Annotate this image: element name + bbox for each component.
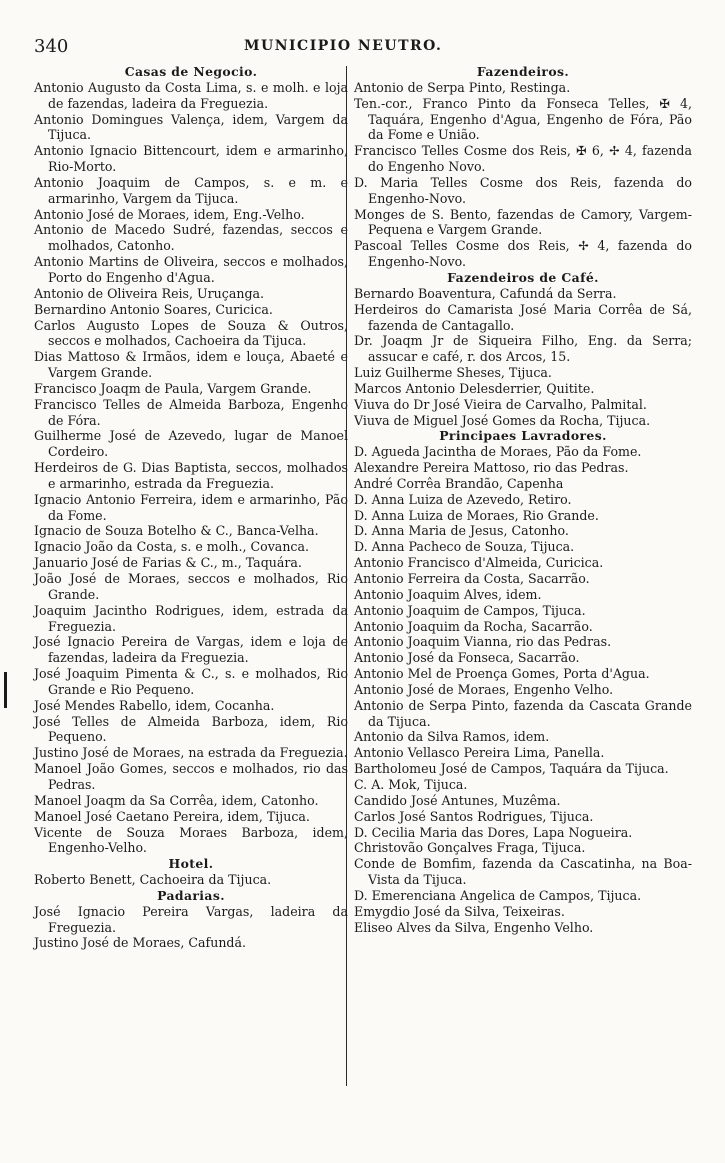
directory-entry: José Mendes Rabello, idem, Cocanha. [34,697,275,713]
directory-entry: D. Anna Pacheco de Souza, Tijuca. [354,539,575,555]
right-column [354,64,692,935]
section-heading: Fazendeiros de Café. [447,269,599,285]
directory-entry: Herdeiros do Camarista José Maria Corrêa de Sá, fazenda de Cantagallo. [354,301,692,333]
directory-entry: Christovão Gonçalves Fraga, Tijuca. [354,840,586,856]
directory-entry: Monges de S. Bento, fazendas de Camory, Vargem-Pequena e Vargem Grande. [354,206,692,238]
page-number: 340 [34,36,69,57]
directory-entry: José Telles de Almeida Barboza, idem, Rio Pequeno. [34,713,348,745]
directory-entry: Antonio Mel de Proença Gomes, Porta d'Agua. [354,666,650,682]
left-column [34,64,348,951]
directory-entry: D. Anna Luiza de Azevedo, Retiro. [354,491,572,507]
section-heading: Fazendeiros. [476,64,570,79]
directory-entry: Antonio de Serpa Pinto, fazenda da Cascata Grande da Tijuca. [354,697,692,729]
directory-entry: D. Anna Maria de Jesus, Catonho. [354,523,569,539]
directory-entry: Justino José de Moraes, na estrada da Freguezia. [34,745,348,761]
directory-entry: João José de Moraes, seccos e molhados, Rio Grande. [34,571,348,602]
directory-entry: D. Maria Telles Cosme dos Reis, fazenda do Engenho-Novo. [354,174,692,206]
directory-entry: Luiz Guilherme Sheses, Tijuca. [354,365,552,381]
directory-entry: Antonio Joaquim de Campos, Tijuca. [354,602,586,618]
margin-mark [4,672,7,708]
directory-entry: Manoel João Gomes, seccos e molhados, rio das Pedras. [34,761,348,792]
directory-entry: Carlos Augusto Lopes de Souza & Outros, seccos e molhados, Cachoeira da Tijuca. [34,317,348,349]
directory-entry: D. Agueda Jacintha de Moraes, Pão da Fome. [354,444,642,460]
directory-entry: Roberto Benett, Cachoeira da Tijuca. [34,872,272,888]
directory-entry: Antonio Domingues Valença, idem, Vargem da Tijuca. [34,111,348,143]
directory-entry: Carlos José Santos Rodrigues, Tijuca. [354,808,594,824]
directory-entry: Antonio da Silva Ramos, idem. [354,729,550,745]
directory-entry: Viuva do Dr José Vieira de Carvalho, Palmital. [354,396,647,412]
directory-entry: Manoel José Caetano Pereira, idem, Tijuca. [34,808,310,824]
section-heading: Padarias. [157,887,225,903]
directory-entry: André Corrêa Brandão, Capenha [354,475,564,491]
directory-entry: Ignacio João da Costa, s. e molh., Covanca. [34,539,309,555]
directory-entry: D. Cecilia Maria das Dores, Lapa Nogueira. [354,824,633,840]
section-heading: Principaes Lavradores. [439,428,607,444]
directory-entry: D. Anna Luiza de Moraes, Rio Grande. [354,507,599,523]
directory-entry: Francisco Telles Cosme dos Reis, ✠ 6, ✢ 4, fazenda do Engenho Novo. [354,143,692,175]
directory-entry: Guilherme José de Azevedo, lugar de Manoel Cordeiro. [34,428,348,460]
page-header [34,36,684,58]
directory-entry: Pascoal Telles Cosme dos Reis, ✢ 4, fazenda do Engenho-Novo. [354,238,692,270]
directory-entry: Antonio José de Moraes, idem, Eng.-Velho. [34,206,305,222]
directory-entry: Antonio Martins de Oliveira, seccos e molhados, Porto do Engenho d'Agua. [34,254,348,285]
directory-entry: Ignacio Antonio Ferreira, idem e armarinho, Pão da Fome. [34,491,348,523]
directory-entry: Dr. Joaqm Jr de Siqueira Filho, Eng. da Serra; assucar e café, r. dos Arcos, 15. [354,333,692,365]
directory-entry: Bernardino Antonio Soares, Curicica. [34,301,273,317]
directory-entry: Eliseo Alves da Silva, Engenho Velho. [354,919,594,935]
directory-entry: Marcos Antonio Delesderrier, Quitite. [354,380,595,396]
directory-entry: José Joaquim Pimenta & C., s. e molhados, Rio Grande e Rio Pequeno. [34,666,348,697]
directory-entry: Antonio Joaquim de Campos, s. e m. e armarinho, Vargem da Tijuca. [34,174,348,206]
directory-entry: Antonio de Serpa Pinto, Restinga. [354,79,571,95]
directory-entry: Conde de Bomfim, fazenda da Cascatinha, na Boa-Vista da Tijuca. [354,856,692,888]
directory-entry: D. Emerenciana Angelica de Campos, Tijuca. [354,887,642,903]
directory-entry: Viuva de Miguel José Gomes da Rocha, Tijuca. [354,412,651,428]
section-heading: Hotel. [168,856,214,872]
directory-entry: Candido José Antunes, Muzêma. [354,792,561,808]
directory-entry: Antonio Joaquim Alves, idem. [354,586,542,602]
directory-entry: Francisco Joaqm de Paula, Vargem Grande. [34,380,312,396]
directory-entry: Antonio Ferreira da Costa, Sacarrão. [354,571,590,586]
directory-entry: C. A. Mok, Tijuca. [354,776,468,792]
directory-entry: Manoel Joaqm da Sa Corrêa, idem, Catonho. [34,792,319,808]
directory-entry: Bartholomeu José de Campos, Taquára da Tijuca. [354,761,669,777]
directory-entry: Antonio Augusto da Costa Lima, s. e molh. e loja de fazendas, ladeira da Freguezia. [34,79,348,111]
directory-entry: Antonio José de Moraes, Engenho Velho. [354,681,614,697]
directory-entry: Dias Mattoso & Irmãos, idem e louça, Abaeté e Vargem Grande. [34,349,348,381]
directory-entry: Antonio Francisco d'Almeida, Curicica. [354,555,604,571]
directory-entry: Alexandre Pereira Mattoso, rio das Pedras. [354,460,629,476]
directory-entry: Antonio Joaquim Vianna, rio das Pedras. [354,634,612,650]
directory-entry: Antonio de Oliveira Reis, Uruçanga. [34,285,265,301]
directory-entry: Ten.-cor., Franco Pinto da Fonseca Telles, ✠ 4, Taquára, Engenho d'Agua, Engenho de Fóra, Pão da Fome e União. [354,95,692,143]
directory-entry: José Ignacio Pereira Vargas, ladeira da Freguezia. [34,903,348,935]
running-title: MUNICIPIO NEUTRO. [244,38,443,54]
section-heading: Casas de Negocio. [124,64,258,79]
directory-entry: Antonio Ignacio Bittencourt, idem e armarinho, Rio-Morto. [34,143,348,175]
directory-entry: Antonio José da Fonseca, Sacarrão. [354,650,580,666]
directory-entry: Vicente de Souza Moraes Barboza, idem, Engenho-Velho. [34,824,348,856]
directory-entry: Justino José de Moraes, Cafundá. [34,935,247,951]
directory-entry: Januario José de Farias & C., m., Taquára. [34,555,302,571]
directory-entry: Ignacio de Souza Botelho & C., Banca-Velha. [34,523,319,539]
directory-entry: Emygdio José da Silva, Teixeiras. [354,903,565,919]
directory-entry: Antonio Vellasco Pereira Lima, Panella. [354,745,605,761]
directory-entry: Francisco Telles de Almeida Barboza, Engenho de Fóra. [34,396,348,428]
directory-entry: Herdeiros de G. Dias Baptista, seccos, molhados e armarinho, estrada da Freguezia. [34,460,348,491]
directory-entry: José Ignacio Pereira de Vargas, idem e loja de fazendas, ladeira da Freguezia. [34,634,348,666]
directory-entry: Bernardo Boaventura, Cafundá da Serra. [354,285,617,301]
directory-entry: Antonio de Macedo Sudré, fazendas, seccos e molhados, Catonho. [34,222,348,254]
directory-entry: Antonio Joaquim da Rocha, Sacarrão. [354,618,593,634]
directory-entry: Joaquim Jacintho Rodrigues, idem, estrada da Freguezia. [34,602,348,634]
